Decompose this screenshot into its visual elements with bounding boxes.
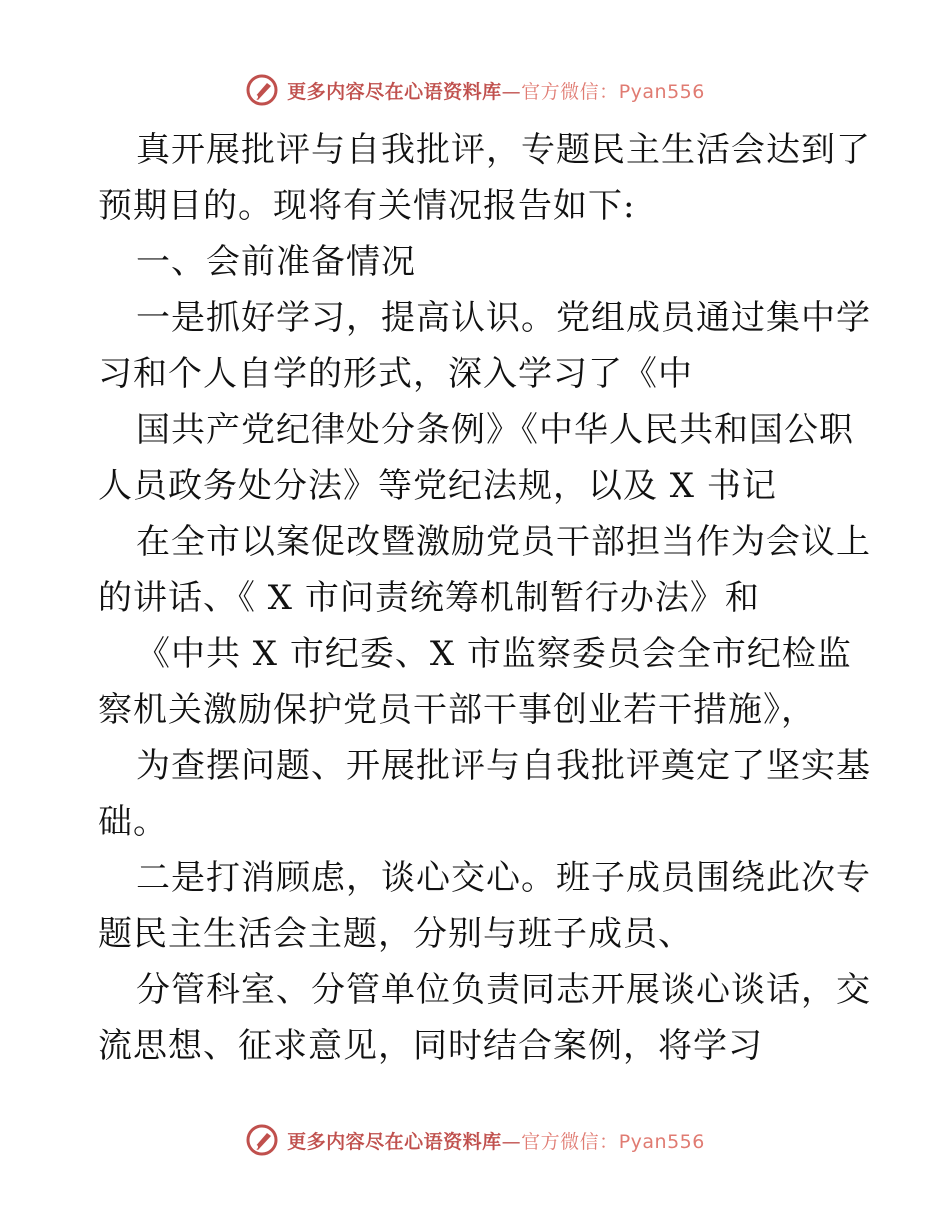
text-line: 真开展批评与自我批评，专题民主生活会达到了 [136,130,871,170]
text-line: 础。 [98,802,168,842]
watermark-brand: 更多内容尽在心语资料库 [287,1130,502,1153]
text-line: 人员政务处分法》等党纪法规，以及 X 书记 [98,466,777,506]
watermark-separator: — [501,80,522,103]
text-line: 察机关激励保护党员干部干事创业若干措施》， [98,690,816,730]
watermark-brand: 更多内容尽在心语资料库 [287,80,502,103]
text-line: 一、会前准备情况 [136,242,416,282]
text-line: 《中共 X 市纪委、X 市监察委员会全市纪检监 [136,634,852,674]
header-watermark [0,70,950,110]
text-line: 一是抓好学习，提高认识。党组成员通过集中学 [136,298,871,338]
text-line: 为查摆问题、开展批评与自我批评奠定了坚实基 [136,746,871,786]
text-line: 二是打消顾虑，谈心交心。班子成员围绕此次专 [136,858,871,898]
text-line: 国共产党纪律处分条例》《中华人民共和国公职 [136,410,854,450]
text-line: 习和个人自学的形式，深入学习了《中 [98,354,693,394]
text-line: 在全市以案促改暨激励党员干部担当作为会议上 [136,522,871,562]
watermark-text [287,77,705,104]
text-line: 流思想、征求意见，同时结合案例，将学习 [98,1026,763,1066]
footer-watermark [0,1120,950,1160]
document-body [98,122,871,1074]
watermark-official-label: 官方微信： [521,1130,619,1153]
watermark-text [287,1127,705,1154]
text-line: 分管科室、分管单位负责同志开展谈心谈话，交 [136,970,871,1010]
watermark-separator: — [501,1130,522,1153]
pen-circle-icon [245,73,279,107]
text-line: 预期目的。现将有关情况报告如下: [98,186,636,226]
watermark-official-label: 官方微信： [521,80,619,103]
text-line: 题民主生活会主题，分别与班子成员、 [98,914,693,954]
text-line: 的讲话、《 X 市问责统筹机制暂行办法》和 [98,578,760,618]
watermark-account: Pyan556 [618,80,705,103]
pen-circle-icon [245,1123,279,1157]
watermark-account: Pyan556 [618,1130,705,1153]
